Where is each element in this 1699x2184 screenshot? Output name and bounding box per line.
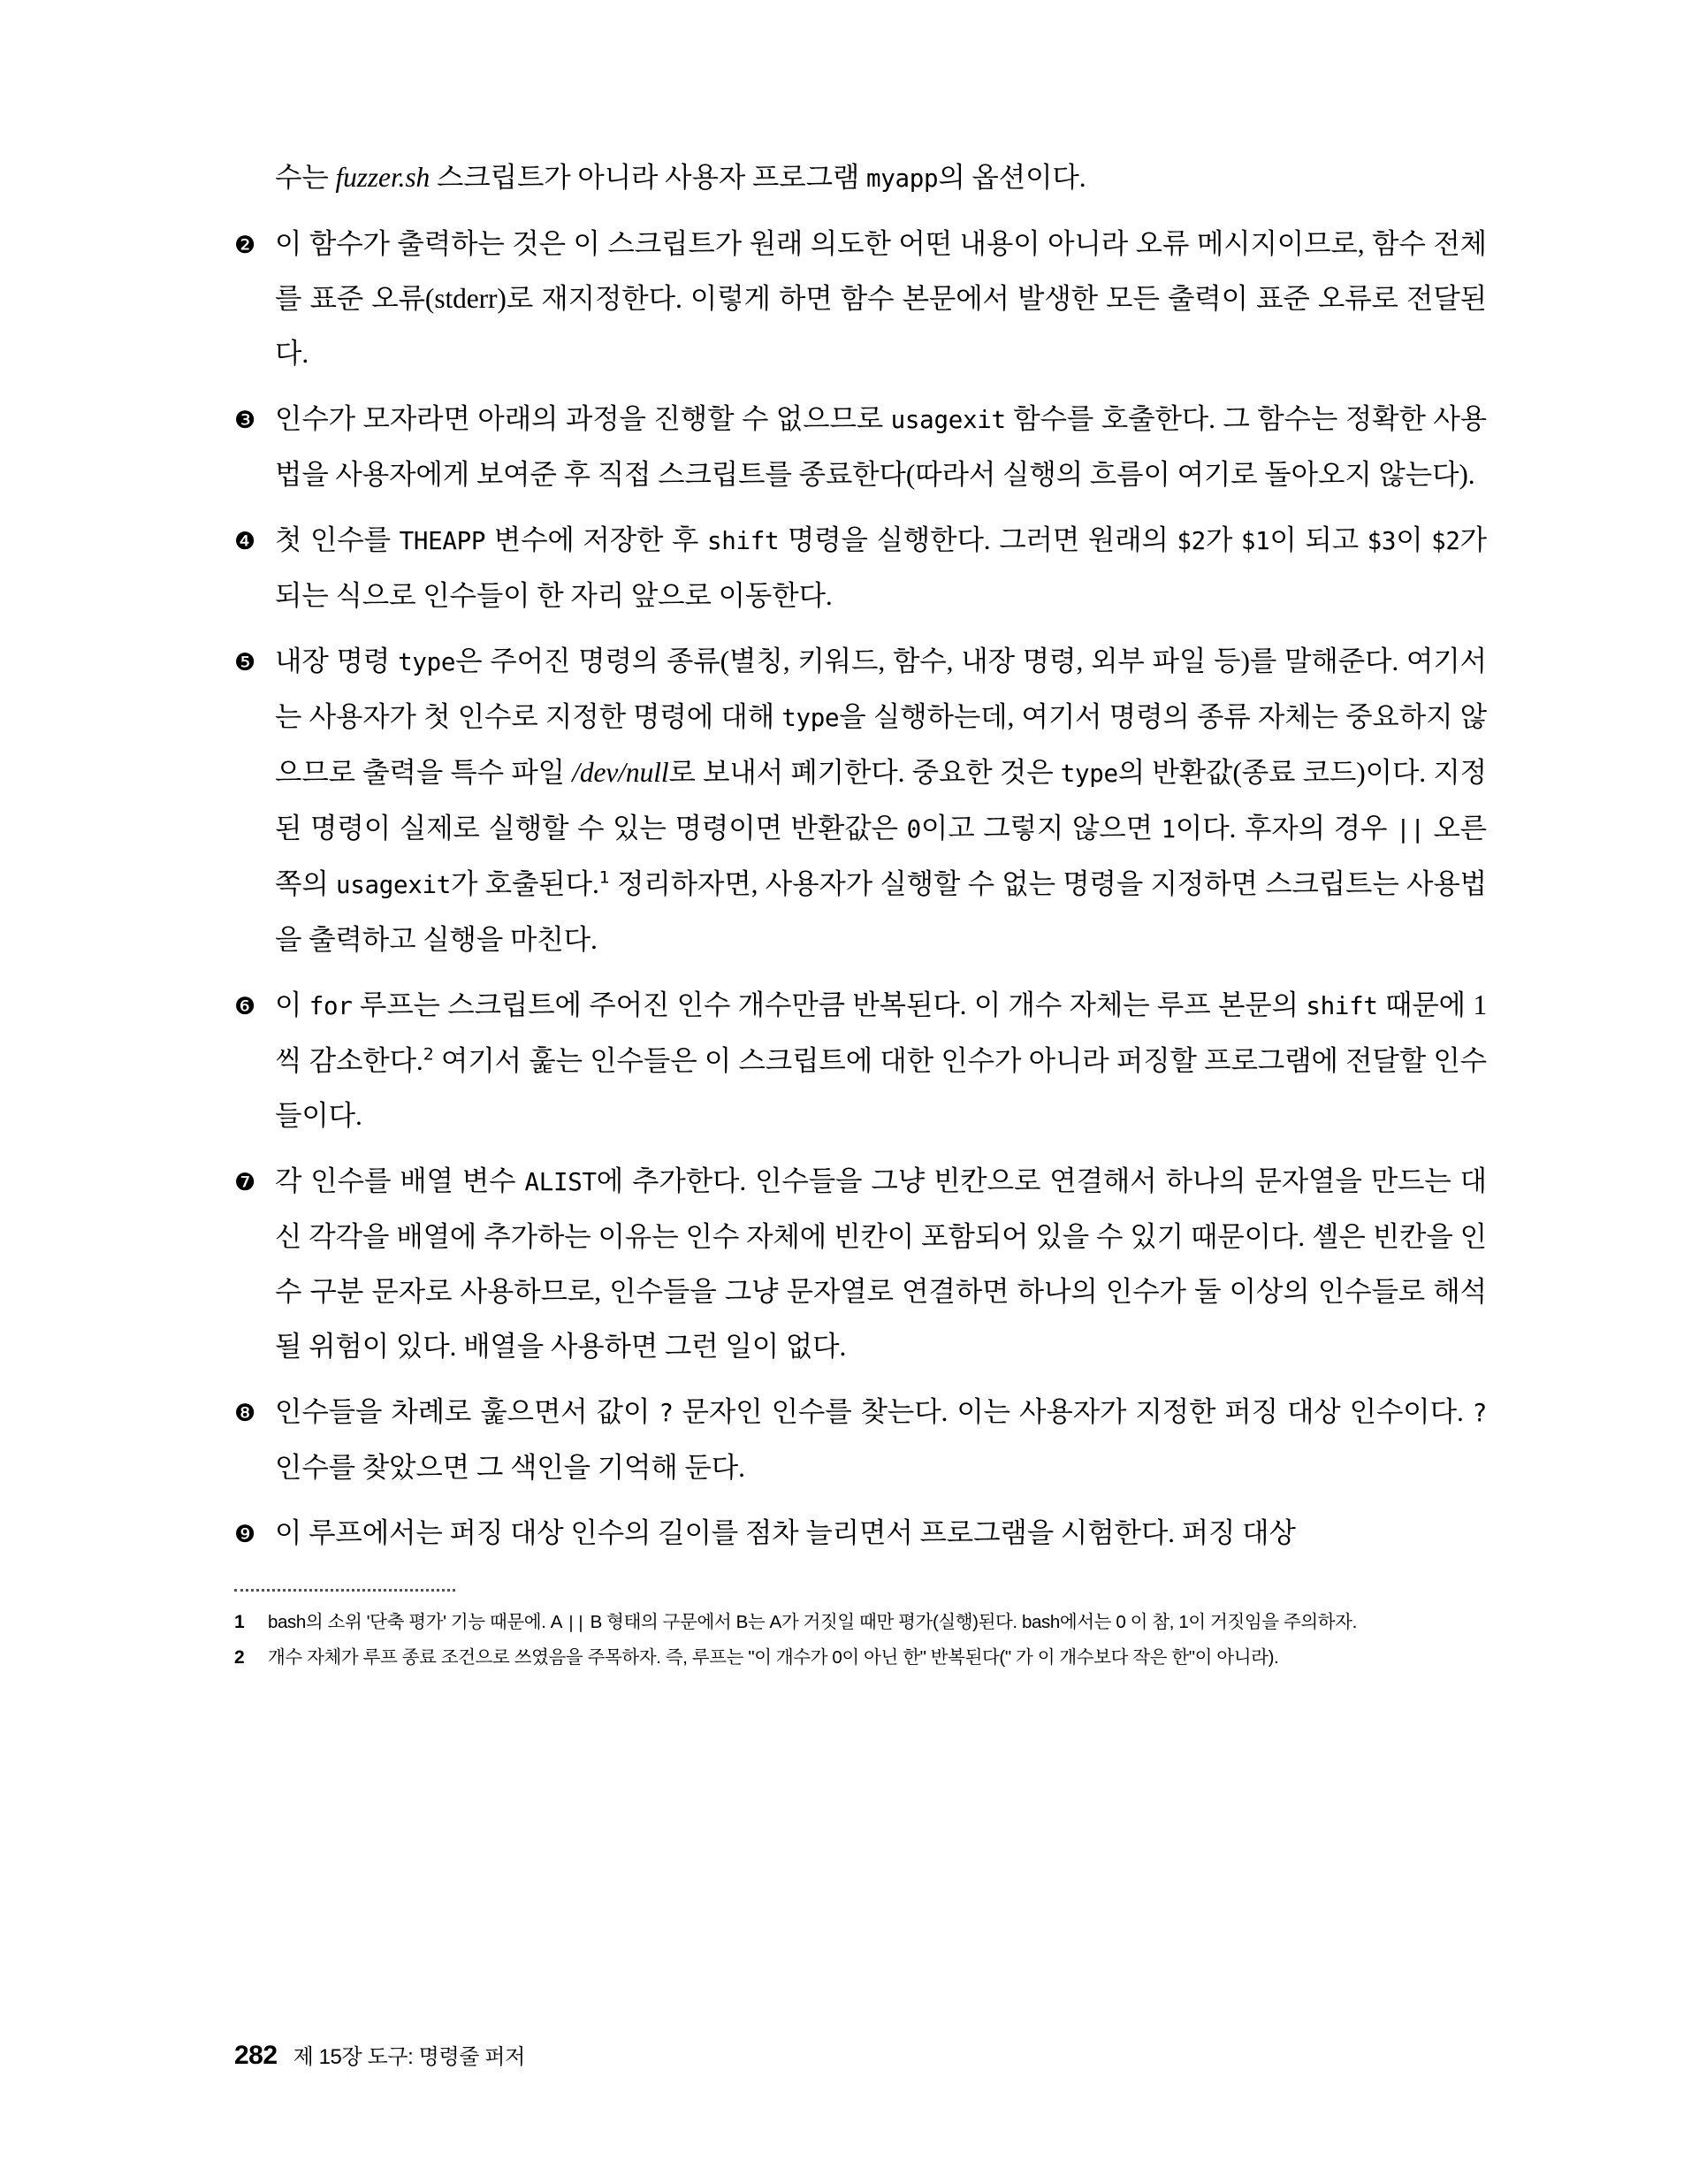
code-span: shift xyxy=(706,527,780,555)
continued-mono: myapp xyxy=(866,164,939,193)
continued-paragraph xyxy=(234,150,1487,206)
item-text xyxy=(275,634,1487,967)
text-span: 여기서 훑는 인수들은 이 스크립트에 대한 인수가 아니라 퍼징할 프로그램에 전달할 인수들이다. xyxy=(275,1045,1487,1131)
text-span: 이다. 후자의 경우 xyxy=(1175,813,1397,844)
code-span: $3 xyxy=(1367,527,1397,555)
text-span: 가 되는 식으로 인수들이 한 자리 앞으로 이동한다. xyxy=(275,524,1488,611)
text-span: 은 주어진 명령의 종류(별칭, 키워드, 함수, 내장 명령, 외부 파일 등)를 말해준다. 여기서는 사용자가 첫 인수로 지정한 명령에 대해 xyxy=(275,645,1487,732)
code-span: usagexit xyxy=(890,406,1006,434)
footnote-number: 2 xyxy=(234,1647,245,1668)
text-span: 문자인 인수를 찾는다. 이는 사용자가 지정한 퍼징 대상 인수이다. xyxy=(673,1396,1473,1427)
numbered-item xyxy=(234,1154,1487,1374)
item-text xyxy=(275,978,1487,1143)
code-span: type xyxy=(398,648,456,676)
text-span: 인수가 모자라면 아래의 과정을 진행할 수 없으므로 xyxy=(275,403,891,434)
numbered-item xyxy=(234,513,1487,623)
footnote-separator xyxy=(234,1589,455,1592)
item-number-badge: ❸ xyxy=(234,407,256,434)
footer-chapter-title: 제 15장 도구: 명령줄 퍼저 xyxy=(293,2045,525,2069)
text-span: 루프는 스크립트에 주어진 인수 개수만큼 반복된다. 이 개수 자체는 루프 본문의 xyxy=(352,989,1307,1020)
item-text xyxy=(275,513,1487,623)
code-span: $1 xyxy=(1240,527,1270,555)
numbered-item xyxy=(234,634,1487,967)
text-span: 내장 명령 xyxy=(275,645,399,676)
page-footer xyxy=(234,2039,525,2071)
item-number-badge: ❾ xyxy=(234,1521,256,1548)
item-text xyxy=(275,392,1487,502)
text-span: 때문에 1씩 감소한다. xyxy=(275,989,1488,1076)
text-span: B 형태의 구문에서 B는 A가 거짓일 때만 평가(실행)된다. bash에서는 0 이 참, 1이 거짓임을 주의하자. xyxy=(585,1612,1357,1632)
text-span: 개수 자체가 루프 종료 조건으로 쓰였음을 주목하자. 즉, 루프는 "이 개수가 0이 아닌 한" 반복된다(" 가 이 개수보다 작은 한"이 아니라). xyxy=(268,1647,1279,1668)
text-span: 의 반환값(종료 코드)이다. 지정된 명령이 실제로 실행할 수 있는 명령이면 반환값은 xyxy=(275,757,1487,844)
item-text xyxy=(275,1154,1487,1374)
text-span: 을 실행하는데, 여기서 명령의 종류 자체는 중요하지 않으므로 출력을 특수 파일 xyxy=(275,701,1487,788)
code-span: $2 xyxy=(1177,527,1206,555)
footnote-item xyxy=(234,1643,1487,1672)
code-span: || xyxy=(1396,815,1425,844)
text-span: 이 함수가 출력하는 것은 이 스크립트가 원래 의도한 어떤 내용이 아니라 오류 메시지이므로, 함수 전체를 표준 오류(stderr)로 재지정한다. 이렇게 하면 함수 본문에서 발생한 모든 출력이 표준 오류로 전달된다. xyxy=(275,228,1487,369)
page-number: 282 xyxy=(234,2041,278,2070)
text-span: 이 xyxy=(275,989,309,1020)
text-span: 정리하자면, 사용자가 실행할 수 없는 명령을 지정하면 스크립트는 사용법을 출력하고 실행을 마친다. xyxy=(275,868,1487,955)
item-text xyxy=(275,1506,1487,1561)
text-span: 에 추가한다. 인수들을 그냥 빈칸으로 연결해서 하나의 문자열을 만드는 대신 각각을 배열에 추가하는 이유는 인수 자체에 빈칸이 포함되어 있을 수 있기 때문이다. 셸은 빈칸을 인수 구분 문자로 사용하므로, 인수들을 그냥 문자열로 연결하면 하나의 인수가 둘 이상의 인수들로 해석될 위험이 있다. 배열을 사용하면 그런 일이 없다. xyxy=(275,1165,1488,1362)
italic-span: /dev/null xyxy=(572,757,669,788)
item-number-badge: ❷ xyxy=(234,232,256,259)
text-span: 이고 그렇지 않으면 xyxy=(920,813,1162,844)
text-span: 함수를 호출한다. 그 함수는 정확한 사용법을 사용자에게 보여준 후 직접 스크립트를 종료한다(따라서 실행의 흐름이 여기로 돌아오지 않는다). xyxy=(275,403,1487,490)
item-number-badge: ❽ xyxy=(234,1400,256,1427)
item-number-badge: ❹ xyxy=(234,528,256,555)
code-span: 0 xyxy=(906,815,921,844)
code-span: 1 xyxy=(1161,815,1176,844)
item-number-badge: ❼ xyxy=(234,1169,256,1196)
footnote-list xyxy=(234,1607,1487,1672)
continued-paragraph-text xyxy=(275,150,1487,206)
text-span: 첫 인수를 xyxy=(275,524,400,555)
footnote-ref: 2 xyxy=(423,1044,434,1065)
code-span: shift xyxy=(1306,992,1378,1020)
code-span: type xyxy=(781,704,840,732)
text-span: 로 보내서 폐기한다. 중요한 것은 xyxy=(668,757,1061,788)
text-span: 가 호출된다. xyxy=(451,868,599,899)
code-span: ? xyxy=(1472,1399,1487,1427)
text-span: bash의 소위 '단축 평가' 기능 때문에. A xyxy=(268,1612,567,1632)
text-span: 변수에 저장한 후 xyxy=(485,524,707,555)
footnote-ref: 1 xyxy=(598,867,610,888)
text-span: 가 xyxy=(1205,524,1241,555)
item-text xyxy=(275,1385,1487,1495)
footnote-text xyxy=(268,1607,1487,1638)
numbered-item xyxy=(234,217,1487,381)
item-text xyxy=(275,217,1487,381)
code-span: ? xyxy=(659,1399,674,1427)
text-span: 오른쪽의 xyxy=(275,813,1487,899)
continued-pre: 수는 xyxy=(275,162,336,193)
footnote-text xyxy=(268,1643,1487,1672)
numbered-item xyxy=(234,1385,1487,1495)
numbered-item xyxy=(234,392,1487,502)
footnote-number: 1 xyxy=(234,1612,245,1632)
numbered-item xyxy=(234,978,1487,1143)
code-span: for xyxy=(309,992,353,1020)
text-span: 이 xyxy=(1396,524,1432,555)
code-span: ALIST xyxy=(524,1168,597,1196)
code-span: type xyxy=(1060,760,1118,788)
continued-post: 의 옵션이다. xyxy=(938,162,1086,193)
item-number-badge: ❺ xyxy=(234,649,256,676)
continued-mid: 스크립트가 아니라 사용자 프로그램 xyxy=(430,162,867,193)
code-span: usagexit xyxy=(335,871,452,899)
code-span: THEAPP xyxy=(399,527,486,555)
text-span: 이 루프에서는 퍼징 대상 인수의 길이를 점차 늘리면서 프로그램을 시험한다. 퍼징 대상 xyxy=(275,1517,1296,1548)
code-span: || xyxy=(566,1613,586,1632)
text-span: 각 인수를 배열 변수 xyxy=(275,1165,525,1196)
text-span: 명령을 실행한다. 그러면 원래의 xyxy=(779,524,1177,555)
text-span: 인수들을 차례로 훑으면서 값이 xyxy=(275,1396,659,1427)
code-span: $2 xyxy=(1431,527,1460,555)
text-span: 인수를 찾았으면 그 색인을 기억해 둔다. xyxy=(275,1452,745,1483)
text-span: 이 되고 xyxy=(1269,524,1368,555)
footnote-item xyxy=(234,1607,1487,1638)
continued-italic: fuzzer.sh xyxy=(335,162,430,193)
item-number-badge: ❻ xyxy=(234,993,256,1020)
numbered-item xyxy=(234,1506,1487,1562)
numbered-item-list xyxy=(234,217,1487,1562)
